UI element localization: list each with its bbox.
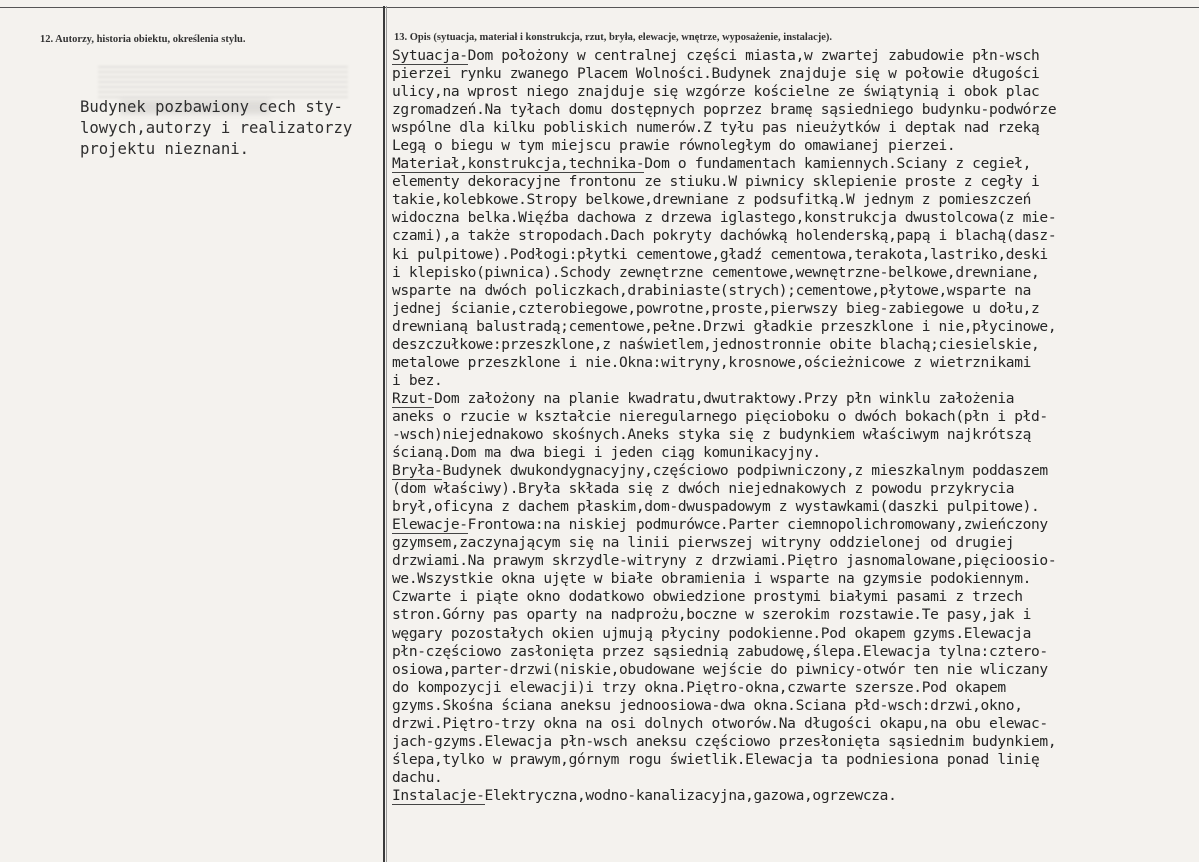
section-heading: Bryła- (392, 462, 443, 480)
text-line (392, 498, 1196, 516)
line-text: metalowe przeszklone i nie.Okna:witryny,krosnowe,ościeżnicowe z wietrznikami (392, 353, 1032, 371)
text-line (392, 733, 1196, 751)
line-text: dachu. (392, 768, 443, 786)
line-text: brył,oficyna z dachem płaskim,dom-dwuspadowym z wystawkami(daszki pulpitowe). (392, 498, 1040, 516)
text-line (392, 227, 1196, 245)
line-text: drewnianą balustradą;cementowe,pełne.Drzwi gładkie przeszklone i nie,płycinowe, (392, 317, 1057, 335)
line-text: Frontowa:na niskiej podmurówce.Parter ciemnopolichromowany,zwieńczony (467, 516, 1048, 534)
line-text: wspólne dla kilku pobliskich numerów.Z tyłu pas nieużytków i deptak nad rzeką (392, 119, 1040, 137)
text-line (392, 625, 1196, 643)
text-line (392, 47, 1196, 65)
line-text: ki pulpitowe).Podłogi:płytki cementowe,gładź cementowa,terakota,lastriko,deski (392, 245, 1048, 263)
section-heading: Materiał,konstrukcja,technika- (392, 155, 645, 173)
left-column-text (80, 97, 380, 160)
text-line (392, 318, 1196, 336)
line-text: jach-gzyms.Elewacja płn-wsch aneksu częściowo przesłonięta sąsiednim budynkiem, (392, 732, 1057, 750)
text-line (392, 354, 1196, 372)
text-line (392, 191, 1196, 209)
text-line (392, 679, 1196, 697)
right-column-header (394, 32, 832, 43)
line-text: do kompozycji elewacji)i trzy okna.Piętro-okna,czwarte szersze.Pod okapem (392, 678, 1006, 696)
text-line (392, 534, 1196, 552)
line-text: drzwiami.Na prawym skrzydle-witryny z drzwiami.Piętro jasnomalowane,pięcioosio- (392, 552, 1057, 570)
line-text: (dom właściwy).Bryła składa się z dwóch niejednakowych z powodu przykrycia (392, 480, 1015, 498)
text-line (392, 372, 1196, 390)
text-line (392, 137, 1196, 155)
text-line (392, 264, 1196, 282)
column-divider (383, 6, 385, 862)
text-line (392, 408, 1196, 426)
line-text: jednej ścianie,czterobiegowe,powrotne,proste,pierwszy bieg-zabiegowe u dołu,z (392, 299, 1040, 317)
line-text: Budynek dwukondygnacyjny,częściowo podpiwniczony,z mieszkalnym poddaszem (442, 462, 1048, 480)
text-line (392, 697, 1196, 715)
text-line (392, 588, 1196, 606)
text-line (392, 715, 1196, 733)
section-heading: Rzut- (392, 389, 435, 407)
column-divider-secondary (386, 6, 387, 862)
line-text: wsparte na dwóch policzkach,drabiniaste(strych);cementowe,płytowe,wsparte na (392, 281, 1032, 299)
right-column-text (392, 47, 1196, 805)
text-line (392, 643, 1196, 661)
line-text: widoczna belka.Więźba dachowa z drzewa iglastego,konstrukcja dwustolcowa(z mie- (392, 209, 1057, 227)
line-text: gzyms.Skośna ściana aneksu jednoosiowa-dwa okna.Sciana płd-wsch:drzwi,okno, (392, 696, 1023, 714)
text-line (392, 606, 1196, 624)
text-line (392, 661, 1196, 679)
line-text: zgromadzeń.Na tyłach domu dostępnych poprzez bramę sąsiedniego budynku-podwórze (392, 101, 1057, 119)
left-text-line: Budynek pozbawiony cech sty- (80, 98, 343, 116)
line-text: we.Wszystkie okna ujęte w białe obramienia i wsparte na gzymsie podokiennym. (392, 570, 1032, 588)
text-line (392, 787, 1196, 805)
line-text: osiowa,parter-drzwi(niskie,obudowane wejście do piwnicy-otwór ten nie wliczany (392, 660, 1048, 678)
line-text: i klepisko(piwnica).Schody zewnętrzne cementowe,wewnętrzne-belkowe,drewniane, (392, 263, 1040, 281)
text-line (392, 480, 1196, 498)
text-line (392, 101, 1196, 119)
left-text-line: lowych,autorzy i realizatorzy (80, 119, 353, 137)
left-text-line: projektu nieznani. (80, 140, 249, 158)
text-line (392, 336, 1196, 354)
text-line (392, 246, 1196, 264)
text-line (392, 552, 1196, 570)
line-text: deszczułkowe:przeszklone,z naświetlem,jednostronnie obite blachą;ciesielskie, (392, 335, 1040, 353)
line-text: i bez. (392, 371, 443, 389)
text-line (392, 119, 1196, 137)
text-line (392, 209, 1196, 227)
line-text: Dom założony na planie kwadratu,dwutraktowy.Przy płn winklu założenia (434, 389, 1015, 407)
section-heading: Elewacje- (392, 516, 468, 534)
top-rule (0, 7, 1199, 8)
text-line (392, 300, 1196, 318)
text-line (392, 282, 1196, 300)
text-line (392, 426, 1196, 444)
line-text: aneks o rzucie w kształcie nieregularnego pięcioboku o dwóch bokach(płn i płd- (392, 407, 1048, 425)
text-line (392, 769, 1196, 787)
line-text: czami),a także stropodach.Dach pokryty dachówką holenderską,papą i blachą(dasz- (392, 227, 1057, 245)
text-line (392, 65, 1196, 83)
text-line (392, 516, 1196, 534)
text-line (392, 570, 1196, 588)
section-heading: Sytuacja- (392, 47, 468, 64)
text-line (392, 83, 1196, 101)
text-line (392, 173, 1196, 191)
line-text: Dom o fundamentach kamiennych.Sciany z cegieł, (644, 155, 1032, 173)
line-text: ślepa,tylko w prawym,górnym rogu świetlik.Elewacja ta podniesiona ponad linię (392, 750, 1040, 768)
erased-text-smudge (98, 66, 348, 98)
line-text: -wsch)niejednakowo skośnych.Aneks styka się z budynkiem właściwym najkrótszą (392, 425, 1032, 443)
line-text: gzymsem,zaczynającym się na linii pierwszej witryny oddzielonej od drugiej (392, 534, 1015, 552)
right-column-header-number: 13. Opis (394, 32, 431, 43)
line-text: drzwi.Piętro-trzy okna na osi dolnych otworów.Na długości okapu,na obu elewac- (392, 714, 1048, 732)
right-column-header-desc: (sytuacja, materiał i konstrukcja, rzut, bryła, elewacje, wnętrze, wyposażenie, instalacje). (433, 32, 833, 43)
line-text: Dom położony w centralnej części miasta,w zwartej zabudowie płn-wsch (467, 47, 1040, 64)
line-text: elementy dekoracyjne frontonu ze stiuku.W piwnicy sklepienie proste z cegły i (392, 173, 1040, 191)
line-text: ścianą.Dom ma dwa biegi i jeden ciąg komunikacyjny. (392, 444, 821, 462)
line-text: Elektryczna,wodno-kanalizacyjna,gazowa,ogrzewcza. (484, 786, 897, 804)
text-line (392, 390, 1196, 408)
line-text: Legą o biegu w tym miejscu prawie równoległym do omawianej pierzei. (392, 137, 956, 155)
text-line (392, 444, 1196, 462)
line-text: pierzei rynku zwanego Placem Wolności.Budynek znajduje się w połowie długości (392, 65, 1040, 83)
text-line (392, 751, 1196, 769)
text-line (392, 155, 1196, 173)
line-text: węgary pozostałych okien ujmują płyciny podokienne.Pod okapem gzyms.Elewacja (392, 624, 1032, 642)
section-heading: Instalacje- (392, 786, 485, 804)
line-text: ulicy,na wprost niego znajduje się wzgórze kościelne ze świątynią i obok plac (392, 83, 1040, 101)
line-text: stron.Górny pas oparty na nadprożu,boczne w szerokim rozstawie.Te pasy,jak i (392, 606, 1032, 624)
line-text: Czwarte i piąte okno dodatkowo obwiedzione prostymi białymi pasami z trzech (392, 588, 1023, 606)
left-column-header: 12. Autorzy, historia obiektu, określenia stylu. (40, 34, 246, 45)
line-text: płn-częściowo zasłonięta przez sąsiednią zabudowę,ślepa.Elewacja tylna:cztero- (392, 642, 1048, 660)
line-text: takie,kolebkowe.Stropy belkowe,drewniane z podsufitką.W jednym z pomieszczeń (392, 191, 1032, 209)
text-line (392, 462, 1196, 480)
